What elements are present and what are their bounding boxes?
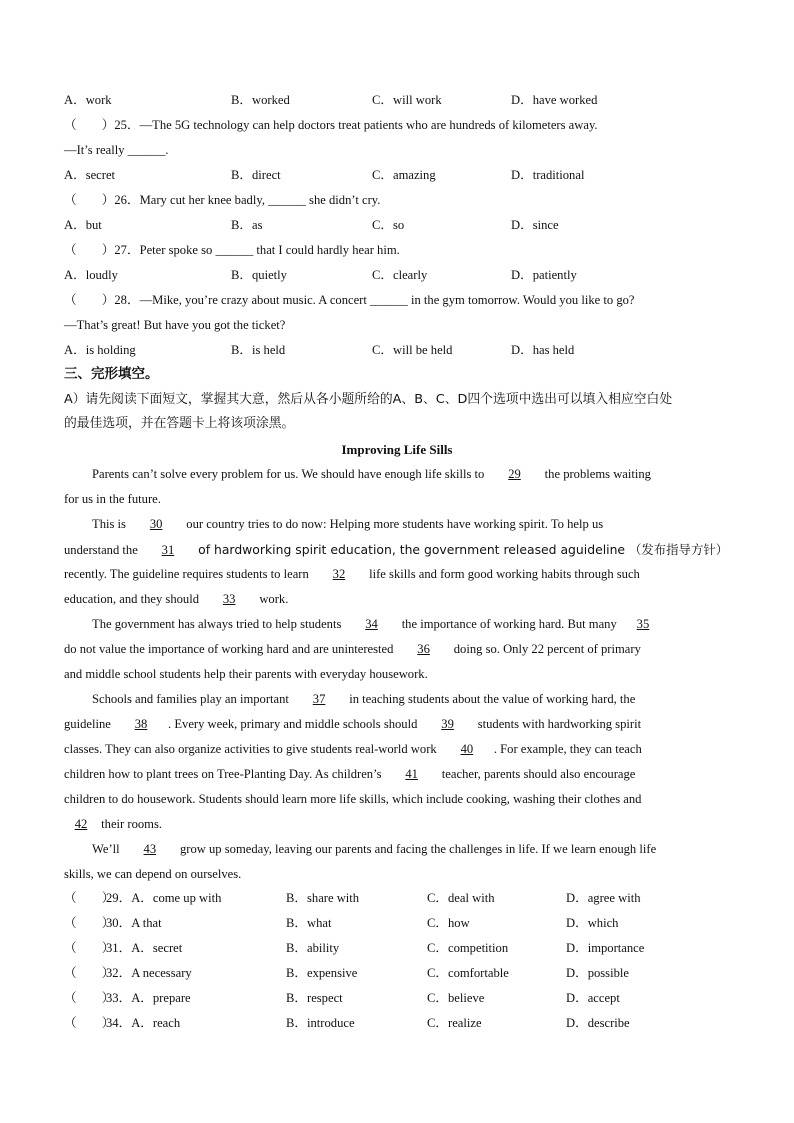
answer-paren[interactable]: （ ） <box>64 966 115 980</box>
option-c: C．so <box>372 218 405 232</box>
option-d: D．patiently <box>511 268 577 282</box>
option-b: B．what <box>286 916 332 930</box>
option-a: 30．A that <box>106 916 162 930</box>
passage-line: and middle school students help their parents with everyday housework. <box>64 667 428 681</box>
blank-33[interactable]: 33 <box>222 592 236 606</box>
answer-paren: （ ） <box>64 243 115 257</box>
option-a: A．work <box>64 93 112 107</box>
option-d: D．possible <box>566 966 629 980</box>
question-text: 27．Peter spoke so ______ that I could hardly hear him. <box>114 243 400 257</box>
question-34 <box>64 1011 744 1036</box>
option-a: 32．A necessary <box>106 966 192 980</box>
question-text: 25．—The 5G technology can help doctors treat patients who are hundreds of kilometers away. <box>114 118 598 132</box>
option-a: A．secret <box>64 168 116 182</box>
blank-31[interactable]: 31 <box>161 543 175 557</box>
option-c: C．how <box>427 916 470 930</box>
q24-options <box>64 88 744 113</box>
option-c: C．believe <box>427 991 485 1005</box>
option-b: B．quietly <box>231 268 287 282</box>
option-c: C．will be held <box>372 343 453 357</box>
option-c: C．amazing <box>372 168 436 182</box>
q25-stem <box>64 113 734 138</box>
passage-line: classes. They can also organize activities to give students real-world work 40 . For example, they can teach <box>64 737 730 762</box>
option-c: C．clearly <box>372 268 428 282</box>
passage-line: Parents can’t solve every problem for us. We should have enough life skills to 29 the problems waiting <box>64 462 730 487</box>
answer-paren: （ ） <box>64 193 115 207</box>
section-instructions-line1: A）请先阅读下面短文，掌握其大意，然后从各小题所给的A、B、C、D四个选项中选出可以填入相应空白处 <box>64 392 673 407</box>
q25-reply: —It’s really ______. <box>64 143 169 157</box>
option-b: B．direct <box>231 168 281 182</box>
question-30 <box>64 911 744 936</box>
option-d: D．since <box>511 218 559 232</box>
answer-paren[interactable]: （ ） <box>64 991 115 1005</box>
answer-paren: （ ） <box>64 118 115 132</box>
section-heading: 三、完形填空。 <box>64 366 159 382</box>
answer-paren[interactable]: （ ） <box>64 916 115 930</box>
passage-line: The government has always tried to help students 34 the importance of working hard. But many 35 <box>64 612 730 637</box>
option-a: 31．A．secret <box>106 941 183 955</box>
passage-line: for us in the future. <box>64 492 161 506</box>
blank-35[interactable]: 35 <box>636 617 650 631</box>
question-32 <box>64 961 744 986</box>
blank-41[interactable]: 41 <box>405 767 418 781</box>
answer-paren[interactable]: （ ） <box>64 1016 115 1030</box>
answer-paren: （ ） <box>64 293 115 307</box>
section-instructions-line2: 的最佳选项，并在答题卡上将该项涂黑。 <box>64 416 295 431</box>
option-d: D．have worked <box>511 93 598 107</box>
option-d: D．accept <box>566 991 620 1005</box>
option-a: A．loudly <box>64 268 118 282</box>
blank-36[interactable]: 36 <box>417 642 430 656</box>
option-a: 34．A．reach <box>106 1016 181 1030</box>
option-c: C．will work <box>372 93 442 107</box>
passage-line: recently. The guideline requires students to learn 32 life skills and form good working habits through such <box>64 562 730 587</box>
option-b: B．as <box>231 218 263 232</box>
option-d: D．importance <box>566 941 645 955</box>
option-b: B．respect <box>286 991 343 1005</box>
blank-34[interactable]: 34 <box>365 617 378 631</box>
option-d: D．traditional <box>511 168 585 182</box>
passage-body <box>64 462 730 887</box>
option-b: B．expensive <box>286 966 358 980</box>
question-29 <box>64 886 744 911</box>
q28-stem <box>64 288 734 313</box>
option-b: B．share with <box>286 891 360 905</box>
option-a: 33．A．prepare <box>106 991 191 1005</box>
question-31 <box>64 936 744 961</box>
blank-38[interactable]: 38 <box>134 717 148 731</box>
passage-line: This is 30 our country tries to do now: Helping more students have working spirit. To help us <box>64 512 730 537</box>
question-33 <box>64 986 744 1011</box>
answer-paren[interactable]: （ ） <box>64 941 115 955</box>
option-d: D．agree with <box>566 891 641 905</box>
passage-line: skills, we can depend on ourselves. <box>64 867 242 881</box>
option-d: D．has held <box>511 343 575 357</box>
passage-line: We’ll 43 grow up someday, leaving our parents and facing the challenges in life. If we learn enough life <box>64 837 730 862</box>
passage-line: children how to plant trees on Tree-Planting Day. As children’s 41 teacher, parents should also encourage <box>64 762 730 787</box>
passage-line: 42 their rooms. <box>64 812 730 837</box>
blank-39[interactable]: 39 <box>441 717 454 731</box>
option-b: B．is held <box>231 343 286 357</box>
option-b: B．introduce <box>286 1016 355 1030</box>
question-text: 26．Mary cut her knee badly, ______ she didn’t cry. <box>114 193 381 207</box>
passage-line: children to do housework. Students should learn more life skills, which include cooking, washing their clothes and <box>64 792 642 806</box>
blank-37[interactable]: 37 <box>312 692 326 706</box>
option-d: D．which <box>566 916 619 930</box>
q27-stem <box>64 238 734 263</box>
option-a: A．but <box>64 218 102 232</box>
q28-options <box>64 338 744 363</box>
blank-42[interactable]: 42 <box>74 817 88 831</box>
option-b: B．worked <box>231 93 290 107</box>
blank-40[interactable]: 40 <box>460 742 474 756</box>
passage-line: guideline 38 . Every week, primary and middle schools should 39 students with hardworking spirit <box>64 712 730 737</box>
answer-paren[interactable]: （ ） <box>64 891 115 905</box>
passage-line: do not value the importance of working hard and are uninterested 36 doing so. Only 22 percent of primary <box>64 637 730 662</box>
q25-options <box>64 163 744 188</box>
q26-stem <box>64 188 734 213</box>
blank-32[interactable]: 32 <box>332 567 346 581</box>
option-a: 29．A．come up with <box>106 891 222 905</box>
option-c: C．comfortable <box>427 966 509 980</box>
blank-30[interactable]: 30 <box>149 517 163 531</box>
passage-line: Schools and families play an important 37 in teaching students about the value of working hard, the <box>64 687 730 712</box>
option-a: A．is holding <box>64 343 136 357</box>
passage-line: understand the 31 of hardworking spirit education, the government released aguideline （发布指导方针） <box>64 537 730 562</box>
option-b: B．ability <box>286 941 340 955</box>
blank-29[interactable]: 29 <box>508 467 521 481</box>
passage-title: Improving Life Sills <box>341 442 453 457</box>
q28-reply: —That’s great! But have you got the ticket? <box>64 318 286 332</box>
blank-43[interactable]: 43 <box>143 842 157 856</box>
option-c: C．deal with <box>427 891 495 905</box>
option-c: C．competition <box>427 941 509 955</box>
question-text: 28．—Mike, you’re crazy about music. A concert ______ in the gym tomorrow. Would you like to go? <box>114 293 635 307</box>
q26-options <box>64 213 744 238</box>
passage-line: education, and they should 33 work. <box>64 587 730 612</box>
option-c: C．realize <box>427 1016 482 1030</box>
q27-options <box>64 263 744 288</box>
option-d: D．describe <box>566 1016 630 1030</box>
